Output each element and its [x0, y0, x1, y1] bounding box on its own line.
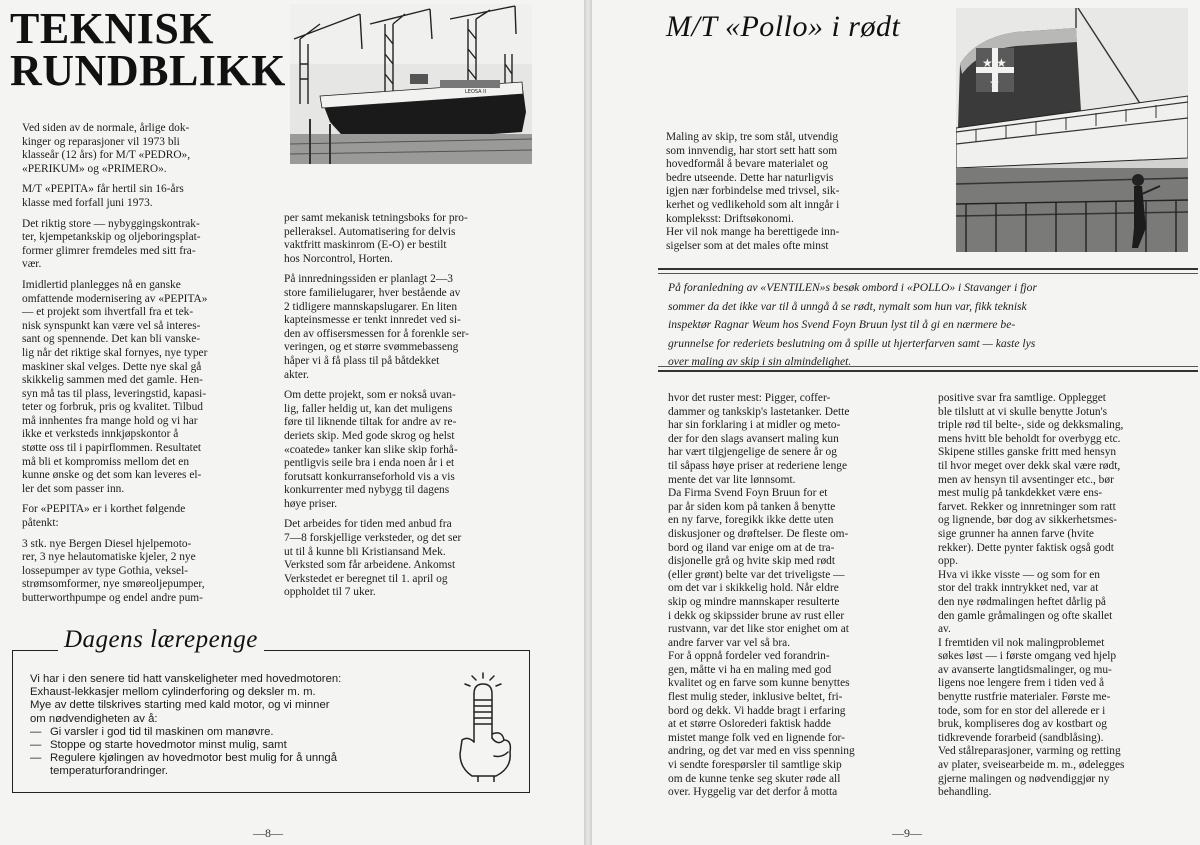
- text-line: pentligvis seile bra i enda noen år i et: [284, 457, 455, 470]
- text-line: bruk, kompliseres dog av kostbart og: [938, 718, 1107, 731]
- text-line: dammer og tankskip's lastetanker. Dette: [668, 405, 850, 418]
- paragraph: [938, 569, 1192, 637]
- text-line: ut til å kunne bli Kristiansand Mek.: [284, 545, 446, 558]
- deck-line: grunnelse for rederiets beslutning om å spille ut hjerterfarven samt — kaste lys: [668, 336, 1036, 350]
- text-line: 2 tidligere mannskapslugarer. En liten: [284, 300, 458, 313]
- text-line: ble tilslutt at vi skulle benytte Jotun's: [938, 405, 1108, 418]
- text-line: andring, og det var med en viss spenning: [668, 745, 855, 758]
- deck-line: over maling av skip i sin almindelighet.: [668, 355, 852, 369]
- lesson-bullet-continuation: temperaturforandringer.: [50, 765, 169, 778]
- text-line: Om dette projekt, som er nokså uvan-: [284, 389, 456, 402]
- text-line: På innredningssiden er planlagt 2—3: [284, 273, 453, 286]
- text-line: opp.: [938, 555, 958, 568]
- text-line: Her vil nok mange ha berettigede inn-: [666, 226, 840, 239]
- text-line: mente det var lite lønnsomt.: [668, 473, 796, 486]
- text-line: kerhet og vedlikehold som alt inngår i: [666, 198, 840, 211]
- text-line: M/T «PEPITA» får hertil sin 16-års: [22, 183, 184, 196]
- text-line: søkes løst — i første omgang ved hjelp: [938, 650, 1117, 663]
- article-title-pollo: M/T «Pollo» i rødt: [666, 10, 901, 43]
- text-line: «PERIKUM» og «PRIMERO».: [22, 162, 167, 175]
- text-line: rekker). Dette pynter faktisk også godt: [938, 541, 1114, 554]
- lesson-line: om nødvendigheten av å:: [30, 712, 158, 725]
- text-line: disjonelle grå og hvite skip med rødt: [668, 555, 836, 568]
- paragraph: [666, 226, 920, 253]
- text-line: til såpass høye priser at rederiene lenge: [668, 459, 848, 472]
- text-line: ler det som passer inn.: [22, 482, 125, 495]
- title-line: TEKNISK: [10, 4, 215, 53]
- page-number: —8—: [253, 826, 283, 840]
- text-line: kompleksst: Driftsøkonomi.: [666, 212, 794, 225]
- text-line: 7—8 forskjellige verksteder, og det ser: [284, 532, 462, 545]
- text-line: der for den slags avansert maling kun: [668, 432, 839, 445]
- text-line: ligens noe lengere frem i tiden ved å: [938, 677, 1105, 690]
- text-line: påtenkt:: [22, 517, 59, 530]
- text-line: må bli et kompromiss mellom det en: [22, 455, 190, 468]
- text-line: føre til liknende tiltak for andre av re-: [284, 416, 457, 429]
- text-line: og lignende, bør dog av sikkerhetsmes-: [938, 514, 1118, 527]
- text-line: syn må tas til plass, leveringstid, kapasi-: [22, 387, 207, 400]
- text-line: Verksted som får arbeidene. Ankomst: [284, 559, 456, 572]
- text-line: former glimrer fremdeles med sitt fra-: [22, 244, 196, 257]
- text-line: igjen nær forbindelse med trivsel, sik-: [666, 185, 840, 198]
- text-line: kapteinsmesse er tenkt innredet ved si-: [284, 314, 461, 327]
- text-line: vaktfritt maskinrom (E-O) er bestilt: [284, 239, 447, 252]
- paragraph: [284, 273, 534, 382]
- text-line: (eller grønt) belte var det triveligste —: [668, 568, 845, 581]
- text-line: For å oppnå fordeler ved forandrin-: [668, 650, 830, 663]
- text-line: benytte rustfrie materialer. Første me-: [938, 691, 1111, 704]
- page-number: —9—: [892, 826, 922, 840]
- text-line: tode, som for en stor del allerede er i: [938, 704, 1106, 717]
- text-line: stor del trakk inntrykket ned, var at: [938, 582, 1099, 595]
- text-line: store familielugarer, hver bestående av: [284, 286, 461, 299]
- lesson-line: Exhaust-lekkasjer mellom cylinderforing og deksler m. m.: [30, 686, 316, 699]
- text-line: butterworthpumpe og endel andre pum-: [22, 592, 203, 604]
- text-line: deriets skip. Med gode skrog og helst: [284, 429, 455, 442]
- text-line: som innvendig, har stort sett hatt som: [666, 144, 838, 157]
- text-line: Det arbeides for tiden med anbud fra: [284, 518, 452, 531]
- paragraph: [22, 218, 262, 272]
- paragraph: [22, 122, 262, 176]
- text-line: oppholdet til 7 uker.: [284, 586, 376, 599]
- text-line: høye priser.: [284, 497, 338, 510]
- text-line: pelleraksel. Automatisering for delvis: [284, 225, 456, 238]
- text-line: den av offisersmessen for å forenkle ser-: [284, 327, 469, 340]
- text-line: hos Norcontrol, Horten.: [284, 252, 393, 265]
- text-line: bord og dekk. Vi hadde bragt i erfaring: [668, 704, 846, 717]
- left-page: [0, 0, 584, 845]
- text-line: Maling av skip, tre som stål, utvendig: [666, 131, 839, 143]
- paragraph: [938, 637, 1192, 800]
- text-line: konkurrenter med nybygg til dagens: [284, 484, 450, 497]
- text-line: håper vi å få plass til på båtdekket: [284, 354, 440, 367]
- text-line: over. Hyggelig var det derfor å motta: [668, 786, 838, 799]
- text-line: hvor det ruster mest: Pigger, coffer-: [668, 392, 831, 404]
- text-line: — et projekt som ihvertfall fra et tek-: [22, 306, 194, 319]
- left-column-1: [22, 122, 262, 613]
- text-line: maskiner skal velges. Dette nye skal gå: [22, 360, 202, 373]
- text-line: Verkstedet er beregnet til 1. april og: [284, 572, 448, 585]
- text-line: «coatede» tanker kan slike skip forhå-: [284, 443, 458, 456]
- text-line: ter, kjempetankskip og oljeboringsplat-: [22, 231, 201, 244]
- text-line: andre farver var vel så bra.: [668, 636, 791, 649]
- paragraph: [22, 279, 262, 497]
- lesson-bullet: — Gi varsler i god tid til maskinen om manøvre.: [30, 726, 440, 739]
- text-line: den nye rødmalingen heftet dårlig på: [938, 595, 1106, 608]
- paragraph: [284, 518, 534, 600]
- right-page: [592, 0, 1200, 845]
- article-title-teknisk-rundblikk: [10, 4, 286, 95]
- text-line: gjerne malingen og nødvendiggjør ny: [938, 772, 1110, 785]
- text-line: klasseår (12 års) for M/T «PEDRO»,: [22, 149, 191, 162]
- text-line: I fremtiden vil nok malingproblemet: [938, 636, 1105, 649]
- svg-text:LEOSA II: LEOSA II: [465, 89, 487, 95]
- text-line: at et større Oslorederi faktisk hadde: [668, 718, 831, 731]
- text-line: må innhentes fra mange hold og vi har: [22, 414, 198, 427]
- text-line: lossepumper av type Gothia, veksel-: [22, 564, 189, 577]
- spine-gutter: [584, 0, 592, 845]
- deck-line: På foranledning av «VENTILEN»s besøk ombord i «POLLO» i Stavanger i fjor: [668, 281, 1037, 294]
- paragraph: [666, 131, 920, 226]
- ship-funnel-photo: [956, 8, 1188, 252]
- right-column-1: [668, 392, 930, 800]
- text-line: akter.: [284, 368, 309, 381]
- text-line: nisk synspunkt kan være vel så interes-: [22, 319, 201, 332]
- text-line: Skipene stilles ganske fritt med hensyn: [938, 446, 1117, 459]
- left-column-2: [284, 212, 534, 607]
- text-line: per samt mekanisk tetningsboks for pro-: [284, 212, 468, 224]
- paragraph: [22, 538, 262, 606]
- text-line: strømsomformer, nye smøreoljepumper,: [22, 578, 205, 591]
- lesson-title: Dagens lærepenge: [58, 626, 264, 654]
- paragraph: [22, 503, 262, 530]
- paragraph: [284, 389, 534, 511]
- text-line: av.: [938, 623, 951, 636]
- text-line: har vært tilgjengelige de senere år og: [668, 446, 837, 459]
- text-line: omfattende modernisering av «PEPITA»: [22, 292, 208, 305]
- text-line: forutsatt konkurranseforhold vis a vis: [284, 470, 455, 483]
- paragraph: [668, 487, 930, 650]
- text-line: behandling.: [938, 786, 992, 799]
- right-intro-column: [666, 131, 920, 260]
- text-line: den gamle gråmalingen og ofte skallet: [938, 609, 1113, 622]
- text-line: kinger og reparasjoner vil 1973 bli: [22, 135, 180, 148]
- text-line: av plater, sveisearbeide m. m., ødelegges: [938, 759, 1125, 772]
- lesson-line: Mye av dette tilskrives starting med kald motor, og vi minner: [30, 699, 330, 712]
- text-line: Imidlertid planlegges nå en ganske: [22, 278, 181, 291]
- text-line: lig, faller heldig ut, kan det muligens: [284, 402, 453, 415]
- text-line: hovedformål å bevare materialet og: [666, 158, 828, 171]
- text-line: teter og forbruk, pris og kvalitet. Tilbud: [22, 401, 203, 414]
- text-line: klasse med forfall juni 1973.: [22, 196, 153, 209]
- shipyard-photo: [290, 4, 532, 164]
- text-line: bedre utseende. Dette har naturligvis: [666, 171, 834, 184]
- text-line: ikke et verksteds innkjøpskontor å: [22, 428, 179, 441]
- text-line: diskusjoner og drøftelser. De fleste om-: [668, 527, 849, 540]
- text-line: 3 stk. nye Bergen Diesel hjelpemoto-: [22, 537, 192, 550]
- text-line: rustvann, var det like stor enighet om at: [668, 623, 849, 636]
- text-line: Det riktig store — nybyggingskontrak-: [22, 217, 200, 230]
- text-line: skikkelig sammen med det gamle. Hen-: [22, 374, 203, 387]
- text-line: sigelser som at det males ofte minst: [666, 239, 829, 252]
- text-line: støtte oss til i papirflommen. Resultatet: [22, 442, 202, 455]
- text-line: mest mulig på tankdekket være ens-: [938, 487, 1103, 500]
- text-line: Ved stålreparasjoner, varming og retting: [938, 745, 1121, 758]
- text-line: kvalitet og en farve som kunne benyttes: [668, 677, 850, 690]
- text-line: Hva vi ikke visste — og som for en: [938, 568, 1100, 581]
- text-line: par år siden kom på tanken å benytte: [668, 500, 836, 513]
- right-column-2: [938, 392, 1192, 800]
- paragraph: [668, 650, 930, 800]
- text-line: sant og spennende. Det kan bli vanske-: [22, 333, 201, 346]
- title-line: RUNDBLIKK: [10, 46, 286, 95]
- text-line: skip og mindre mannskaper resulterte: [668, 595, 840, 608]
- text-line: rer, 3 nye helautomatiske kjeler, 2 nye: [22, 551, 196, 564]
- paragraph: [668, 392, 930, 487]
- text-line: sige grunner ha annen farve (hvite: [938, 527, 1094, 540]
- text-line: mens hvitt ble beholdt for overbygg etc.: [938, 432, 1121, 445]
- text-line: vi sendte forespørsler til samtlige skip: [668, 759, 842, 772]
- deck-line: sommer da det ikke var til å unngå å se rødt, nymalt som hun var, fikk teknisk: [668, 299, 1027, 313]
- paragraph: [22, 183, 262, 210]
- text-line: om det var i skikkelig hold. Når eldre: [668, 582, 839, 595]
- paragraph: [284, 212, 534, 266]
- lesson-line: Vi har i den senere tid hatt vanskeligheter med hovedmotoren:: [30, 673, 342, 685]
- text-line: om de kunne tenke seg skuter røde all: [668, 772, 841, 785]
- bandaged-finger-icon: [448, 672, 518, 782]
- text-line: positive svar fra samtlige. Opplegget: [938, 392, 1106, 404]
- text-line: mistet mange folk ved en lignende for-: [668, 731, 845, 744]
- svg-text:★: ★: [989, 76, 1000, 90]
- text-line: kunne ønske og det som kan leveres el-: [22, 469, 202, 482]
- text-line: i dekk og skipssider brune av rust eller: [668, 609, 845, 622]
- text-line: bord og iland var enige om at de tra-: [668, 541, 835, 554]
- text-line: vær.: [22, 258, 42, 271]
- text-line: For «PEPITA» er i korthet følgende: [22, 503, 186, 516]
- text-line: gen, måtte vi ha en maling med god: [668, 663, 832, 676]
- text-line: Ved siden av de normale, årlige dok-: [22, 122, 190, 134]
- text-line: av avanserte langtidsmalinger, og mu-: [938, 663, 1112, 676]
- text-line: tidkrevende forarbeid (sandblåsing).: [938, 731, 1104, 744]
- text-line: farvet. Rekker og innretninger som ratt: [938, 500, 1116, 513]
- article-deck: [668, 279, 1192, 372]
- lesson-text: [30, 673, 440, 779]
- text-line: veringen, og et større svømmebasseng: [284, 341, 459, 354]
- text-line: en ny farve, foregikk ikke dette uten: [668, 514, 834, 527]
- lesson-bullet: — Regulere kjølingen av hovedmotor best mulig for å unngå: [30, 752, 440, 765]
- text-line: men av hensyn til avsentinger etc., bør: [938, 473, 1114, 486]
- svg-text:★: ★: [996, 56, 1007, 70]
- deck-line: inspektør Ragnar Weum hos Svend Foyn Bruun lyst til å gi en nærmere be-: [668, 318, 1016, 332]
- text-line: Da Firma Svend Foyn Bruun for et: [668, 487, 828, 500]
- paragraph: [938, 392, 1192, 569]
- text-line: til hvor meget over dekk skal være rødt,: [938, 459, 1121, 472]
- text-line: har sin forklaring i at midler og meto-: [668, 419, 841, 432]
- lesson-bullet: — Stoppe og starte hovedmotor minst mulig, samt: [30, 739, 440, 752]
- svg-text:★: ★: [982, 56, 993, 70]
- text-line: lig når det riktige skal fornyes, nye typer: [22, 346, 208, 359]
- text-line: triple rød til belte-, side og dekksmaling,: [938, 419, 1124, 432]
- text-line: flest mulig steder, inklusive beltet, fri-: [668, 691, 843, 704]
